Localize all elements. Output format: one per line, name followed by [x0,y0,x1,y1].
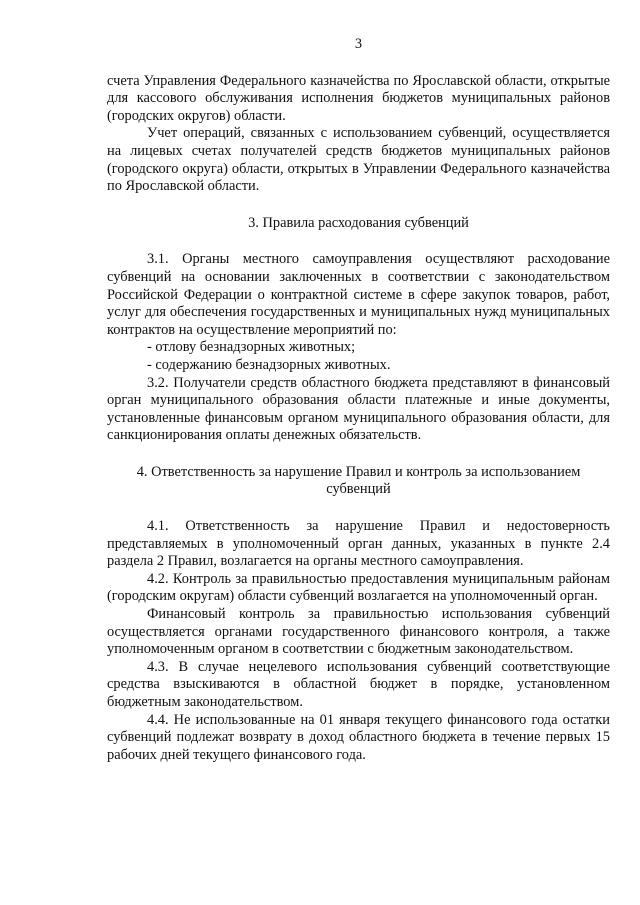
paragraph-4-2: 4.2. Контроль за правильностью предоставления муниципальным районам (городским округам) области субвенций возлагается на уполномоченный орган. [107,570,610,605]
paragraph-accounts-continuation: счета Управления Федерального казначейства по Ярославской области, открытые для кассового обслуживания исполнения бюджетов муниципальных районов (городских округов) области. [107,72,610,124]
paragraph-4-4: 4.4. Не использованные на 01 января текущего финансового года остатки субвенций подлежат возврату в доход областного бюджета в течение первых 15 рабочих дней текущего финансового года. [107,711,610,763]
paragraph-3-2: 3.2. Получатели средств областного бюджета представляют в финансовый орган муниципального образования области платежные и иные документы, установленные финансовым органом муниципального образования области, для санкционирования оплаты денежных обязательств. [107,374,610,444]
paragraph-4-3: 4.3. В случае нецелевого использования субвенций соответствующие средства взыскиваются в областной бюджет в порядке, установленном бюджетным законодательством. [107,658,610,710]
document-page [107,36,610,764]
paragraph-3-1: 3.1. Органы местного самоуправления осуществляют расходование субвенций на основании заключенных в соответствии с законодательством Российской Федерации о контрактной системе в сфере закупок товаров, работ, услуг для обеспечения государственных и муниципальных нужд муниципальных контрактов на осуществление мероприятий по: [107,251,610,338]
paragraph-accounting-operations: Учет операций, связанных с использованием субвенций, осуществляется на лицевых счетах получателей средств бюджетов муниципальных районов (городского округа) области, открытых в Управлении Федерального казначейства по Ярославской области. [107,125,610,195]
section-3-heading: 3. Правила расходования субвенций [248,214,469,231]
list-item: - содержанию безнадзорных животных. [147,356,391,373]
paragraph-4-1: 4.1. Ответственность за нарушение Правил и недостоверность представляемых в уполномоченный орган данных, указанных в пункте 2.4 раздела 2 Правил, возлагается на органы местного самоуправления. [107,518,610,570]
list-item: - отлову безнадзорных животных; [147,339,356,356]
paragraph-4-2-financial-control: Финансовый контроль за правильностью использования субвенций осуществляется органами государственного финансового контроля, а также уполномоченным органом в соответствии с бюджетным законодательством. [107,606,610,658]
page-number: 3 [354,36,363,52]
section-4-heading: 4. Ответственность за нарушение Правил и контроль за использованием субвенций [136,463,581,498]
